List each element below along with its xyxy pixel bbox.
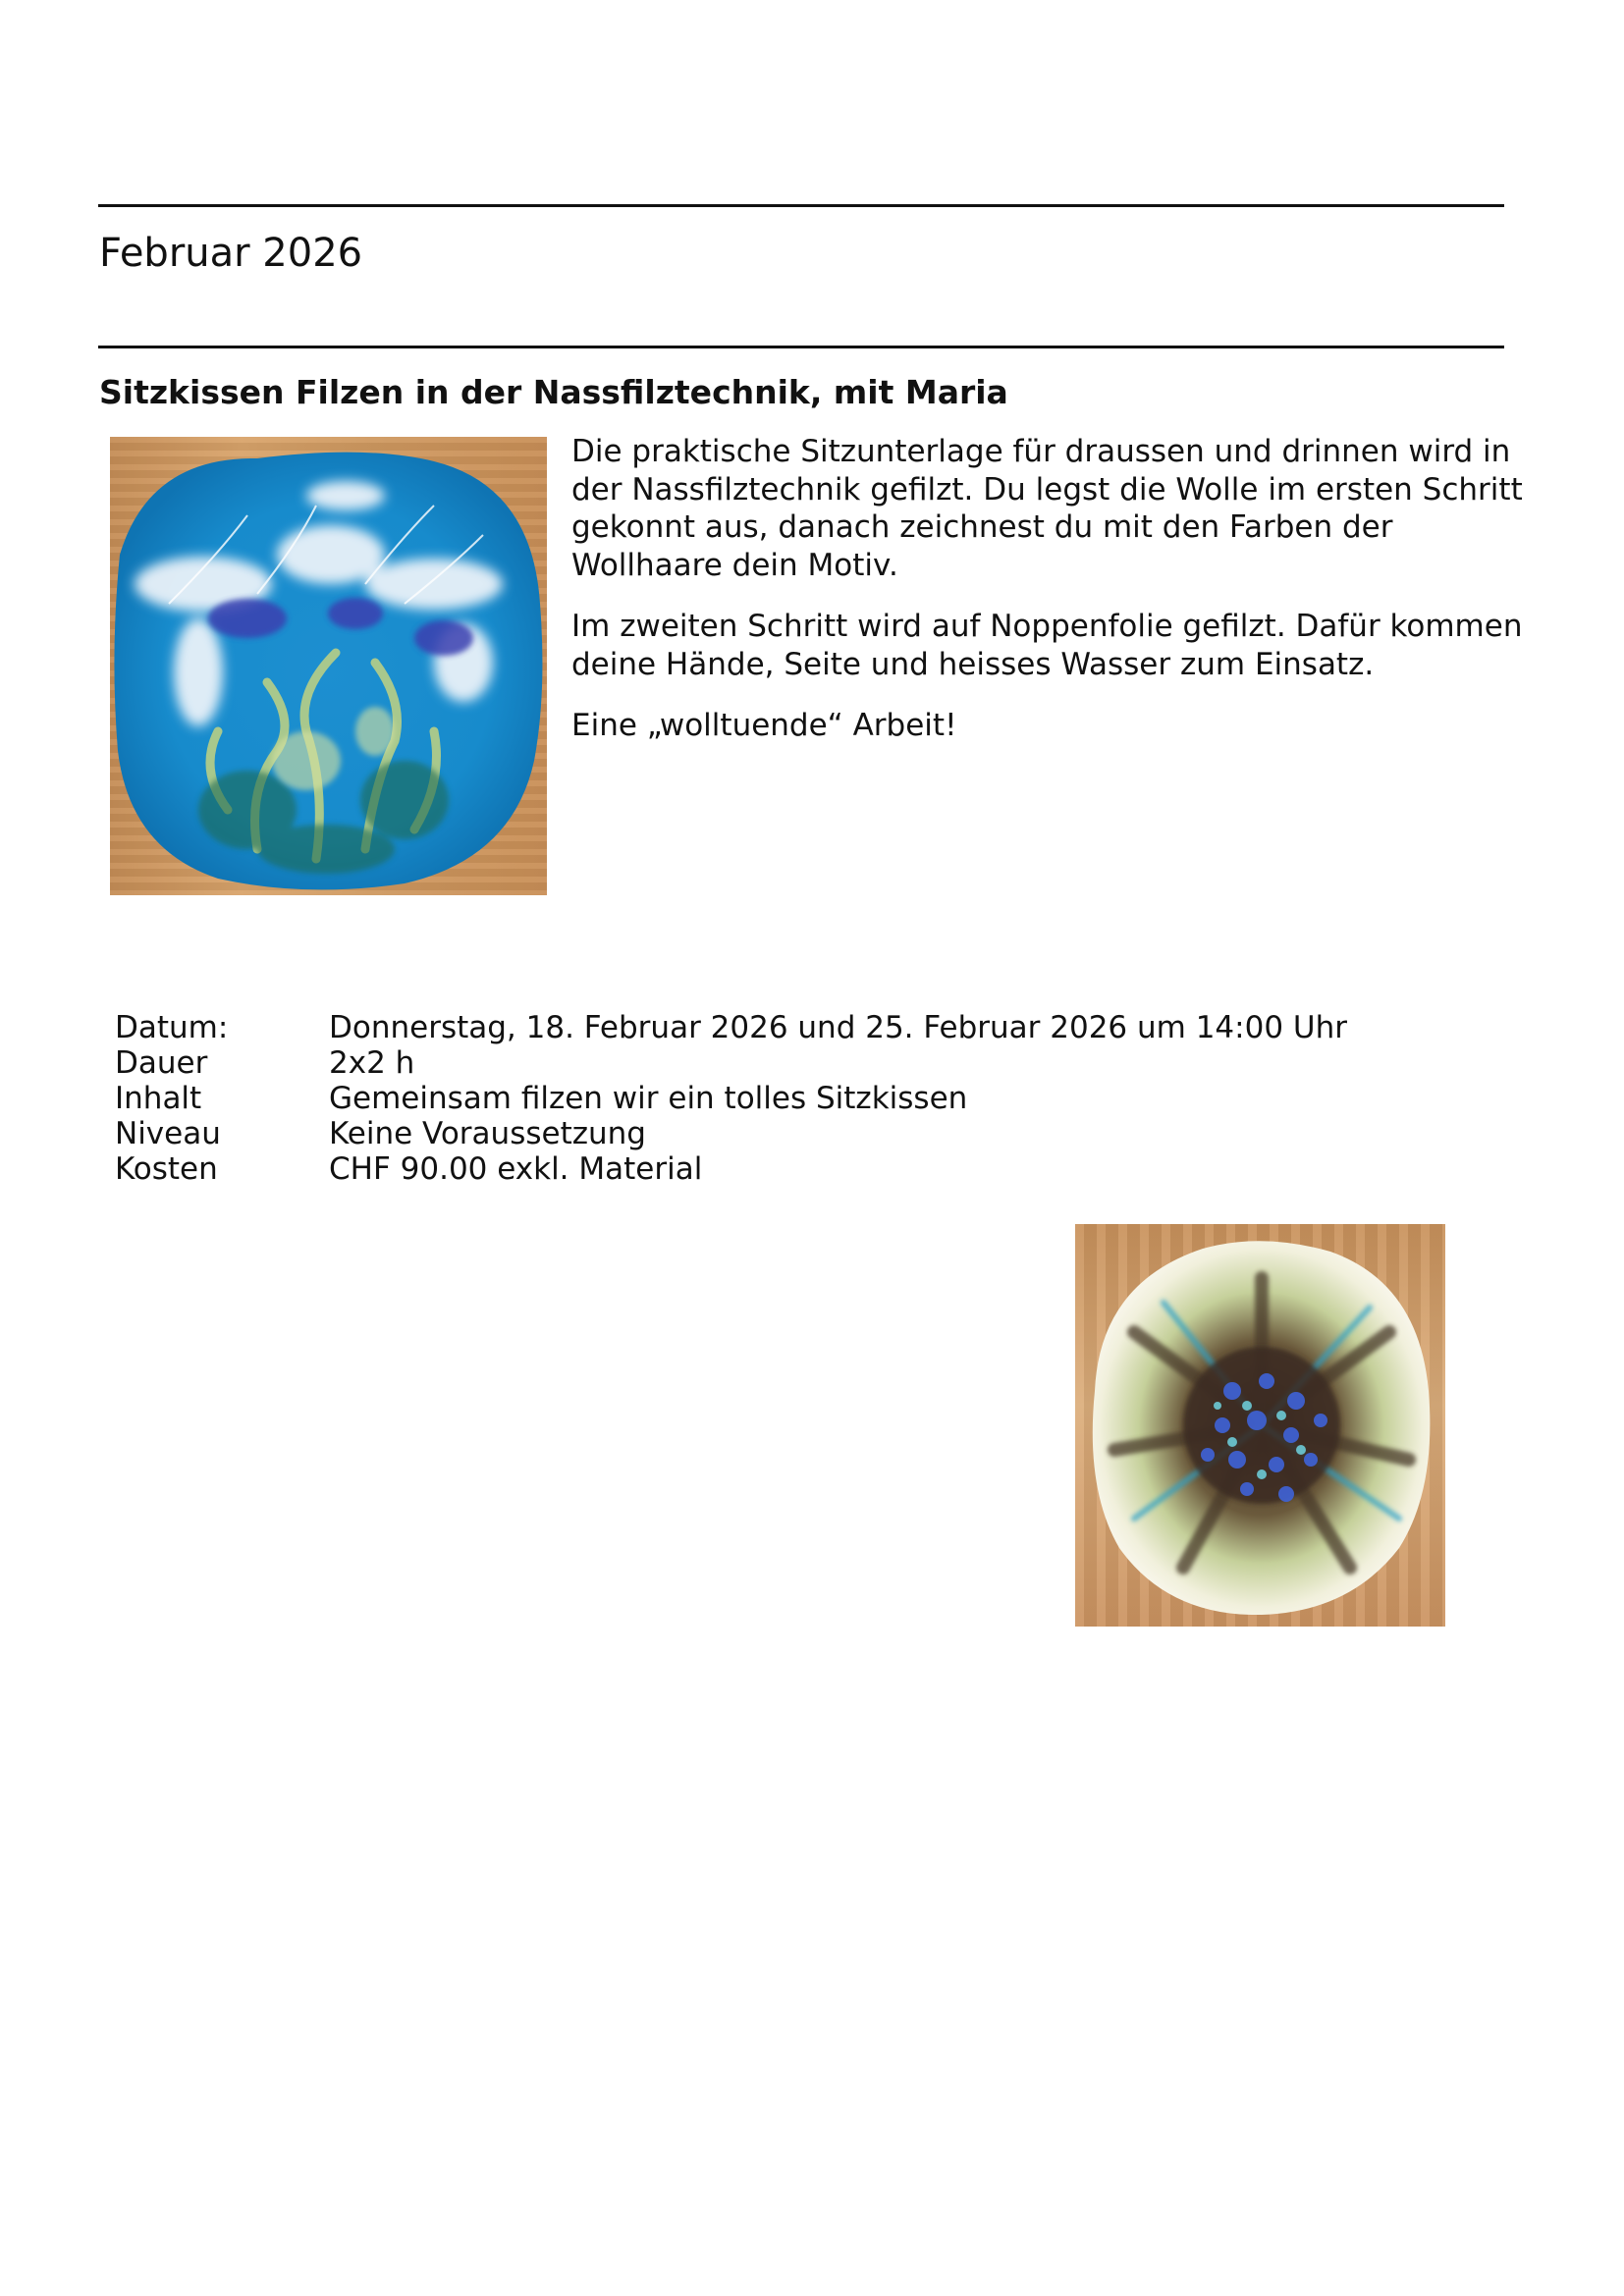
detail-label: Dauer: [115, 1045, 208, 1081]
section-divider: [98, 346, 1504, 348]
detail-row-dauer: [115, 1045, 1347, 1081]
course-title: Sitzkissen Filzen in der Nassfilztechnik, mit Maria: [99, 373, 1008, 411]
felt-seat-pad-green-photo: [1075, 1224, 1445, 1627]
course-details: [115, 1010, 1347, 1187]
course-description: [571, 433, 1534, 769]
detail-value: Donnerstag, 18. Februar 2026 und 25. Februar 2026 um 14:00 Uhr: [329, 1010, 1347, 1045]
detail-value: Gemeinsam filzen wir ein tolles Sitzkissen: [329, 1081, 968, 1116]
detail-value: 2x2 h: [329, 1045, 415, 1081]
description-paragraph-2: Im zweiten Schritt wird auf Noppenfolie gefilzt. Dafür kommen deine Hände, Seite und heisses Wasser zum Einsatz.: [571, 609, 1523, 682]
detail-row-kosten: [115, 1151, 1347, 1187]
description-paragraph-1: Die praktische Sitzunterlage für draussen und drinnen wird in der Nassfilztechnik gefilzt. Du legst die Wolle im ersten Schritt gekonnt aus, danach zeichnest du mit den Farben der Wollhaare dein Motiv.: [571, 434, 1523, 583]
detail-row-inhalt: [115, 1081, 1347, 1116]
detail-label: Niveau: [115, 1116, 221, 1151]
top-divider: [98, 204, 1504, 207]
detail-value: Keine Voraussetzung: [329, 1116, 646, 1151]
description-paragraph-3: Eine „wolltuende“ Arbeit!: [571, 708, 957, 743]
detail-value: CHF 90.00 exkl. Material: [329, 1151, 703, 1187]
detail-label: Datum:: [115, 1010, 229, 1045]
detail-label: Inhalt: [115, 1081, 202, 1116]
detail-label: Kosten: [115, 1151, 218, 1187]
detail-row-niveau: [115, 1116, 1347, 1151]
felt-seat-pad-blue-photo: [110, 437, 547, 895]
detail-row-datum: [115, 1010, 1347, 1045]
month-heading: Februar 2026: [99, 231, 363, 276]
